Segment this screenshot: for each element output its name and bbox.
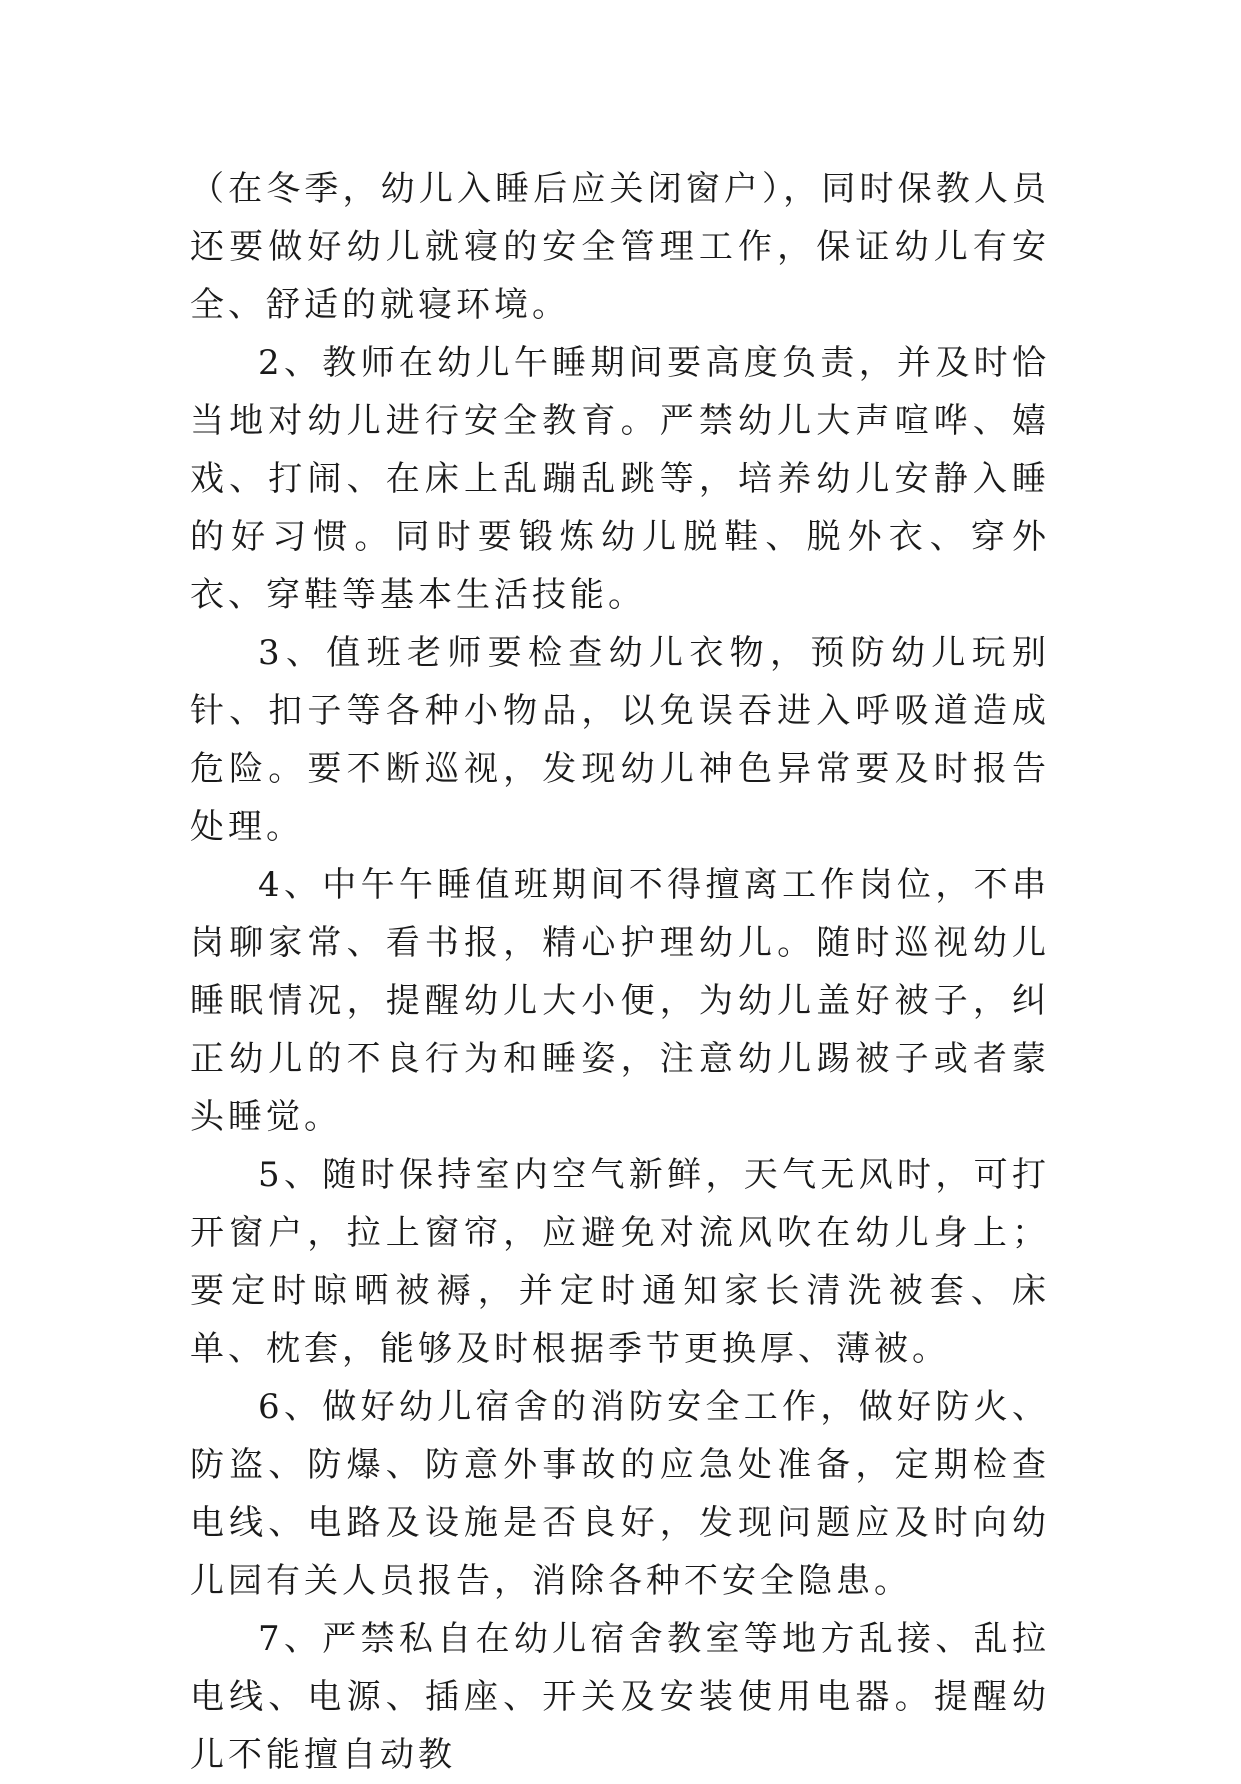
paragraph-item-6: 6、做好幼儿宿舍的消防安全工作，做好防火、防盗、防爆、防意外事故的应急处准备，定期检查电线、电路及设施是否良好，发现问题应及时向幼儿园有关人员报告，消除各种不安全隐患。 bbox=[190, 1387, 1050, 1601]
paragraph-item-2: 2、教师在幼儿午睡期间要高度负责，并及时恰当地对幼儿进行安全教育。严禁幼儿大声喧哗、嬉戏、打闹、在床上乱蹦乱跳等，培养幼儿安静入睡的好习惯。同时要锻炼幼儿脱鞋、脱外衣、穿外衣、穿鞋等基本生活技能。 bbox=[190, 343, 1050, 615]
paragraph-item-3: 3、值班老师要检查幼儿衣物，预防幼儿玩别针、扣子等各种小物品，以免误吞进入呼吸道造成危险。要不断巡视，发现幼儿神色异常要及时报告处理。 bbox=[190, 633, 1050, 847]
document-body bbox=[190, 160, 1050, 1784]
paragraph-continuation: （在冬季，幼儿入睡后应关闭窗户），同时保教人员还要做好幼儿就寝的安全管理工作，保证幼儿有安全、舒适的就寝环境。 bbox=[190, 169, 1050, 325]
paragraph-item-7: 7、严禁私自在幼儿宿舍教室等地方乱接、乱拉电线、电源、插座、开关及安装使用电器。提醒幼儿不能擅自动教 bbox=[190, 1619, 1050, 1775]
paragraph-item-5: 5、随时保持室内空气新鲜，天气无风时，可打开窗户，拉上窗帘，应避免对流风吹在幼儿身上；要定时晾晒被褥，并定时通知家长清洗被套、床单、枕套，能够及时根据季节更换厚、薄被。 bbox=[190, 1155, 1050, 1369]
paragraph-item-4: 4、中午午睡值班期间不得擅离工作岗位，不串岗聊家常、看书报，精心护理幼儿。随时巡视幼儿睡眠情况，提醒幼儿大小便，为幼儿盖好被子，纠正幼儿的不良行为和睡姿，注意幼儿踢被子或者蒙头睡觉。 bbox=[190, 865, 1050, 1137]
